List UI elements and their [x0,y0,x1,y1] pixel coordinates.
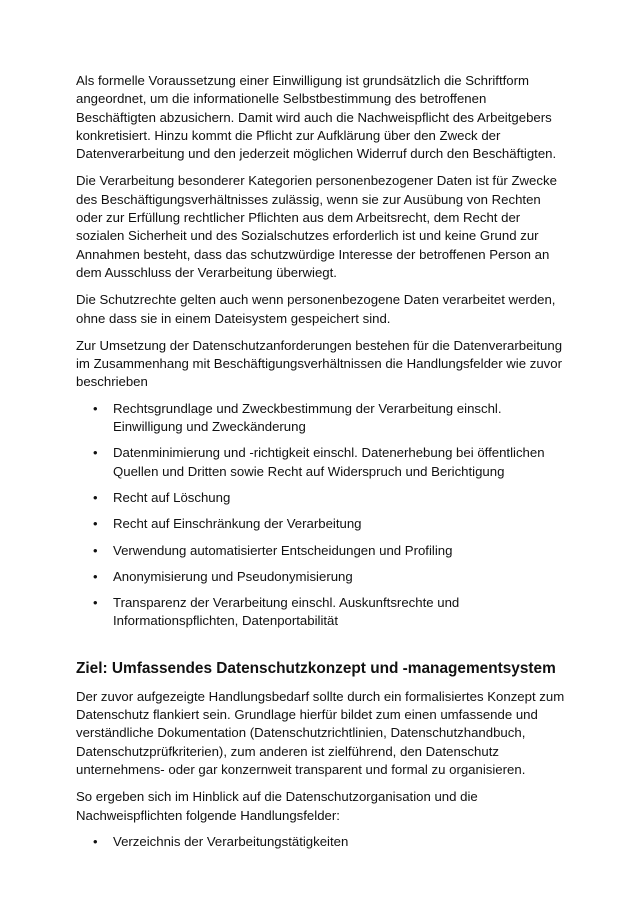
paragraph-organisation: So ergeben sich im Hinblick auf die Datenschutzorganisation und die Nachweispflichten folgende Handlungsfelder: [76,789,478,823]
paragraph-special-categories: Die Verarbeitung besonderer Kategorien personenbezogener Daten ist für Zwecke des Beschäftigungsverhältnisses zulässig, wenn sie zur Ausübung von Rechten oder zur Erfüllung rechtlicher Pflichten aus dem Arbeitsrecht, dem Recht der sozialen Sicherheit und des Sozialschutzes erforderlich ist und keine Grund zur Annahmen besteht, dass das schutzwürdige Interesse der betroffenen Person an dem Ausschluss der Verarbeitung überwiegt. [76,173,557,280]
list-item [76,568,568,586]
bullet-icon: • [93,542,98,558]
bullet-icon: • [93,833,98,849]
list-item-text: Rechtsgrundlage und Zweckbestimmung der Verarbeitung einschl. Einwilligung und Zweckänderung [113,400,502,435]
bullet-icon: • [93,516,98,532]
list-item [76,400,568,437]
bullet-icon: • [93,445,98,461]
paragraph-protection-rights: Die Schutzrechte gelten auch wenn personenbezogene Daten verarbeitet werden, ohne dass sie in einem Dateisystem gespeichert sind. [76,292,556,326]
paragraph-implementation: Zur Umsetzung der Datenschutzanforderungen bestehen für die Datenverarbeitung im Zusammenhang mit Beschäftigungsverhältnissen die Handlungsfelder wie zuvor beschrieben [76,337,563,390]
list-item-text: Recht auf Löschung [113,489,231,505]
list-item-text: Anonymisierung und Pseudonymisierung [113,568,353,584]
list-item [76,542,568,560]
list-item [76,515,568,533]
list-item-text: Recht auf Einschränkung der Verarbeitung [113,516,362,532]
list-item [76,489,568,507]
list-item-text: Datenminimierung und -richtigkeit einschl. Datenerhebung bei öffentlichen Quellen und Dritten sowie Recht auf Widerspruch und Berichtigung [113,445,545,479]
list-item [76,594,568,631]
bullet-icon: • [93,400,98,416]
document-page [76,72,568,859]
paragraph-consent-form: Als formelle Voraussetzung einer Einwilligung ist grundsätzlich die Schriftform angeordnet, um die informationelle Selbstbestimmung des betroffenen Beschäftigten abzusichern. Damit wird auch die Nachweispflicht des Arbeitgebers konkretisiert. Hinzu kommt die Pflicht zur Aufklärung über den Zweck der Datenverarbeitung und den jederzeit möglichen Widerruf durch den Beschäftigten. [76,73,557,162]
list-item-text: Verwendung automatisierter Entscheidungen und Profiling [113,542,453,558]
list-item-text: Verzeichnis der Verarbeitungstätigkeiten [113,833,349,849]
bullet-icon: • [93,595,98,611]
bullet-icon: • [93,489,98,505]
list-item [76,833,568,851]
list-item [76,444,568,481]
bullet-icon: • [93,568,98,584]
section-heading: Ziel: Umfassendes Datenschutzkonzept und -managementsystem [76,659,556,677]
list-item-text: Transparenz der Verarbeitung einschl. Auskunftsrechte und Informationspflichten, Datenportabilität [113,595,460,629]
paragraph-concept: Der zuvor aufgezeigte Handlungsbedarf sollte durch ein formalisiertes Konzept zum Datenschutz flankiert sein. Grundlage hierfür bildet zum einen umfassende und verständliche Dokumentation (Datenschutzrichtlinien, Datenschutzhandbuch, Datenschutzprüfkriterien), zum anderen ist zielführend, den Datenschutz unternehmens- oder gar konzernweit transparent und formal zu organisieren. [76,688,565,777]
action-fields-list [76,400,568,631]
documentation-list [76,833,568,851]
